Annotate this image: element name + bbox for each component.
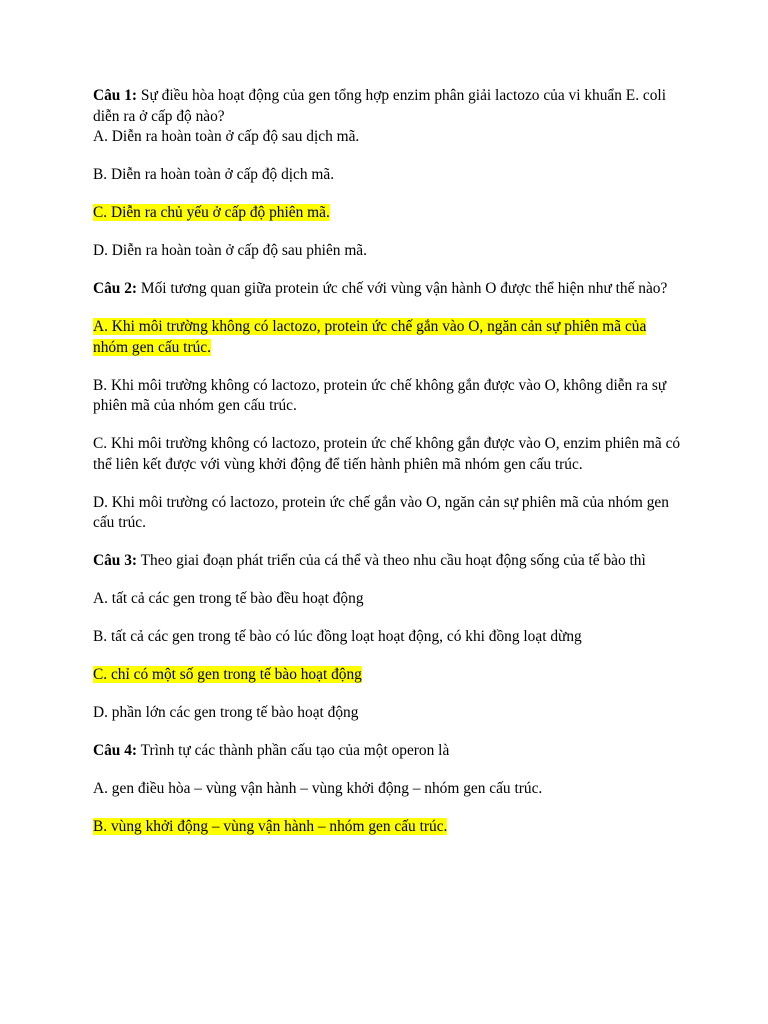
highlighted-answer: A. Khi môi trường không có lactozo, protein ức chế gắn vào O, ngăn cản sự phiên mã của nhóm gen cấu trúc. <box>93 318 647 356</box>
highlighted-answer: B. vùng khởi động – vùng vận hành – nhóm gen cấu trúc. <box>93 818 448 835</box>
question-4-option-b-correct <box>93 817 683 838</box>
question-4-label: Câu 4: <box>93 742 138 759</box>
question-1-text: Sự điều hòa hoạt động của gen tổng hợp enzim phân giải lactozo của vi khuẩn E. coli diễn ra ở cấp độ nào? <box>93 87 666 125</box>
question-3 <box>93 551 683 572</box>
question-4-text: Trình tự các thành phần cấu tạo của một operon là <box>137 742 450 759</box>
question-2-option-b: B. Khi môi trường không có lactozo, protein ức chế không gắn được vào O, không diễn ra sự phiên mã của nhóm gen cấu trúc. <box>93 376 667 414</box>
question-3-option-c-correct <box>93 665 683 686</box>
question-3-option-a: A. tất cả các gen trong tế bào đều hoạt động <box>93 590 364 607</box>
question-1 <box>93 86 683 127</box>
question-2-label: Câu 2: <box>93 280 138 297</box>
question-1-option-d: D. Diễn ra hoàn toàn ở cấp độ sau phiên mã. <box>93 242 367 259</box>
document-page <box>93 86 683 855</box>
question-2 <box>93 279 683 300</box>
question-2-option-d: D. Khi môi trường có lactozo, protein ức chế gắn vào O, ngăn cản sự phiên mã của nhóm gen cấu trúc. <box>93 493 669 531</box>
question-2-text: Mối tương quan giữa protein ức chế với vùng vận hành O được thể hiện như thế nào? <box>137 280 668 297</box>
question-1-option-c-correct <box>93 203 683 224</box>
question-3-option-d: D. phần lớn các gen trong tế bào hoạt động <box>93 704 359 721</box>
question-3-text: Theo giai đoạn phát triển của cá thể và theo nhu cầu hoạt động sống của tế bào thì <box>137 552 646 569</box>
highlighted-answer: C. Diễn ra chủ yếu ở cấp độ phiên mã. <box>93 204 330 221</box>
question-2-option-a-correct <box>93 317 683 358</box>
question-3-option-b: B. tất cả các gen trong tế bào có lúc đồng loạt hoạt động, có khi đồng loạt dừng <box>93 628 582 645</box>
highlighted-answer: C. chỉ có một số gen trong tế bào hoạt động <box>93 666 362 683</box>
question-3-label: Câu 3: <box>93 552 138 569</box>
question-2-option-c: C. Khi môi trường không có lactozo, protein ức chế không gắn được vào O, enzim phiên mã có thể liên kết được với vùng khởi động để tiến hành phiên mã nhóm gen cấu trúc. <box>93 435 681 473</box>
question-4 <box>93 741 683 762</box>
question-1-option-b: B. Diễn ra hoàn toàn ở cấp độ dịch mã. <box>93 166 335 183</box>
question-1-label: Câu 1: <box>93 87 138 104</box>
question-1-option-a: A. Diễn ra hoàn toàn ở cấp độ sau dịch mã. <box>93 128 360 145</box>
question-4-option-a: A. gen điều hòa – vùng vận hành – vùng khởi động – nhóm gen cấu trúc. <box>93 780 543 797</box>
